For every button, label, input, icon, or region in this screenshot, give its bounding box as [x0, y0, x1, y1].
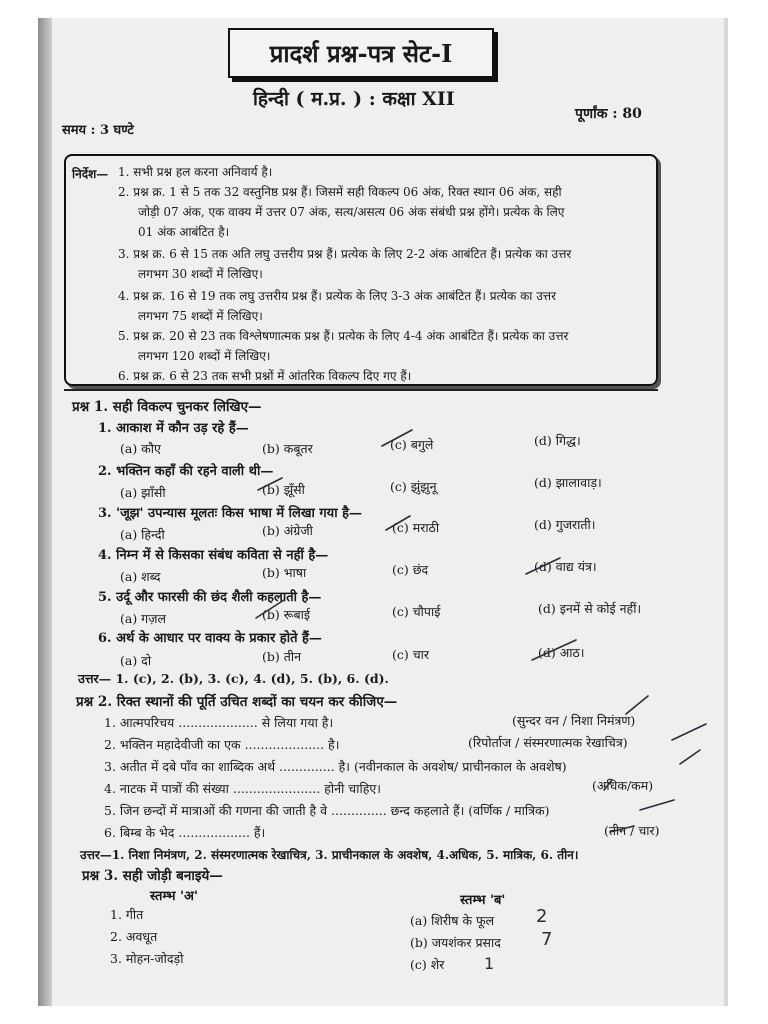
q3-heading: प्रश्न 3. सही जोड़ी बनाइये— [82, 868, 223, 884]
book-spine-shadow [38, 18, 52, 1006]
q2-choice: (सुन्दर वन / निशा निमंत्रण) [512, 713, 636, 728]
handwritten-number: 2 [536, 906, 548, 927]
q2-item: 1. आत्मपरिचय .................... से लिया गया है। [104, 715, 334, 730]
q1-option: (a) कौए [120, 441, 161, 456]
page-title [228, 28, 494, 78]
q1-option: (c) चार [392, 647, 430, 662]
q2-heading: प्रश्न 2. रिक्त स्थानों की पूर्ति उचित शब्दों का चयन कर कीजिए— [76, 694, 398, 710]
q1-option: (b) झूँसी [262, 482, 305, 497]
instructions-heading: निर्देश— [72, 167, 109, 181]
instruction-line: 4. प्रश्न क्र. 16 से 19 तक लघु उत्तरीय प्रश्न हैं। प्रत्येक के लिए 3-3 अंक आबंटित हैं। प्रत्येक का उत्तर [118, 289, 556, 303]
q2-answer: उत्तर—1. निशा निमंत्रण, 2. संस्मरणात्मक रेखाचित्र, 3. प्राचीनकाल के अवशेष, 4.अधिक, 5. मात्रिक, 6. तीन। [80, 848, 579, 862]
instruction-line: जोड़ी 07 अंक, एक वाक्य में उत्तर 07 अंक, सत्य/असत्य 06 अंक संबंधी प्रश्न होंगे। प्रत्येक के लिए [138, 205, 565, 219]
q2-choice: (रिपोर्ताज / संस्मरणात्मक रेखाचित्र) [468, 735, 628, 750]
q1-option: (c) छंद [392, 562, 429, 577]
q2-item: 2. भक्तिन महादेवीजी का एक .................... है। [104, 737, 340, 752]
q1-option: (c) झुंझुनू [390, 479, 437, 494]
q2-item: 3. अतीत में दबे पाँव का शाब्दिक अर्थ .............. है। (नवीनकाल के अवशेष/ प्राचीनकाल के अवशेष) [104, 759, 567, 774]
instruction-line: 3. प्रश्न क्र. 6 से 15 तक अति लघु उत्तरीय प्रश्न हैं। प्रत्येक के लिए 2-2 अंक आबंटित हैं। प्रत्येक का उत्तर [118, 247, 572, 261]
q1-option: (c) चौपाई [392, 604, 441, 619]
q1-item-question: 3. 'जूझ' उपन्यास मूलतः किस भाषा में लिखा गया है— [98, 506, 363, 521]
q1-item-question: 6. अर्थ के आधार पर वाक्य के प्रकार होते हैं— [98, 631, 322, 646]
q1-option: (d) झालावाड़। [534, 475, 602, 490]
handwritten-number: 1 [484, 954, 495, 973]
q1-option: (d) गुजराती। [534, 517, 596, 532]
q2-item: 5. जिन छन्दों में मात्राओं की गणना की जाती है वे .............. छन्द कहलाते हैं। (वर्णिक / मात्रिक) [104, 803, 550, 818]
q1-option: (b) भाषा [262, 565, 307, 580]
column-b-item: (b) जयशंकर प्रसाद [410, 935, 501, 950]
time-allowed: समय : 3 घण्टे [62, 123, 134, 138]
q1-option: (d) वाद्य यंत्र। [534, 559, 597, 574]
handwritten-number: 7 [541, 929, 553, 950]
q1-option: (b) तीन [262, 649, 302, 664]
q1-option: (a) झाँसी [120, 485, 166, 500]
q1-item-question: 2. भक्तिन कहाँ की रहने वाली थी— [98, 464, 274, 479]
instruction-line: 2. प्रश्न क्र. 1 से 5 तक 32 वस्तुनिष्ठ प्रश्न हैं। जिसमें सही विकल्प 06 अंक, रिक्त स्थान 06 अंक, सही [118, 185, 562, 199]
instructions-box [64, 154, 658, 386]
instruction-line: लगभग 120 शब्दों में लिखिए। [138, 349, 271, 363]
subject-class: हिन्दी ( म.प्र. ) : कक्षा XII [253, 88, 455, 110]
column-b-item: (c) शेर [410, 957, 445, 972]
q1-option: (b) अंग्रेजी [262, 523, 313, 538]
q1-answer: उत्तर— 1. (c), 2. (b), 3. (c), 4. (d), 5. (b), 6. (d). [78, 671, 389, 686]
q2-item: 6. बिम्ब के भेद .................. हैं। [104, 825, 266, 840]
column-a-title: स्तम्भ 'अ' [150, 889, 198, 904]
instruction-line: 1. सभी प्रश्न हल करना अनिवार्य है। [118, 165, 273, 179]
column-a-item: 1. गीत [110, 907, 144, 922]
q1-option: (d) गिद्ध। [534, 433, 581, 448]
q1-option: (c) मराठी [392, 520, 440, 535]
max-marks: पूर्णांक : 80 [575, 106, 642, 122]
q1-option: (c) बगुले [390, 437, 434, 452]
q2-choice: (तीन / चार) [604, 823, 660, 838]
instruction-line: 6. प्रश्न क्र. 6 से 23 तक सभी प्रश्नों में आंतरिक विकल्प दिए गए हैं। [118, 369, 412, 383]
instruction-line: लगभग 30 शब्दों में लिखिए। [138, 267, 263, 281]
q1-heading: प्रश्न 1. सही विकल्प चुनकर लिखिए— [72, 399, 262, 415]
instruction-line: 01 अंक आबंटित है। [138, 225, 230, 239]
instruction-line: लगभग 75 शब्दों में लिखिए। [138, 309, 263, 323]
q1-option: (d) आठ। [538, 645, 585, 660]
q1-option: (b) रूबाई [262, 607, 310, 622]
q1-item-question: 4. निम्न में से किसका संबंध कविता से नहीं है— [98, 548, 329, 563]
column-b-item: (a) शिरीष के फूल [410, 913, 495, 928]
q1-option: (a) गज़ल [120, 611, 166, 626]
column-a-item: 3. मोहन-जोदड़ो [110, 951, 184, 966]
q1-option: (a) हिन्दी [120, 527, 165, 542]
divider [64, 389, 658, 391]
q1-option: (a) शब्द [120, 569, 161, 584]
instruction-line: 5. प्रश्न क्र. 20 से 23 तक विश्लेषणात्मक प्रश्न हैं। प्रत्येक के लिए 4-4 अंक आबंटित हैं। प्रत्येक का उत्तर [118, 329, 569, 343]
column-b-title: स्तम्भ 'ब' [460, 893, 506, 908]
q1-item-question: 1. आकाश में कौन उड़ रहे हैं— [98, 421, 249, 436]
q2-item: 4. नाटक में पात्रों की संख्या ...................... होनी चाहिए। [104, 781, 381, 796]
q1-item-question: 5. उर्दू और फारसी की छंद शैली कहलाती है— [98, 590, 322, 605]
q1-option: (a) दो [120, 653, 152, 668]
q1-option: (d) इनमें से कोई नहीं। [538, 601, 642, 616]
q1-option: (b) कबूतर [262, 441, 313, 456]
title-text: प्रादर्श प्रश्न-पत्र सेट-I [269, 38, 453, 68]
q2-choice: (अधिक/कम) [592, 778, 654, 793]
column-a-item: 2. अवधूत [110, 929, 158, 944]
